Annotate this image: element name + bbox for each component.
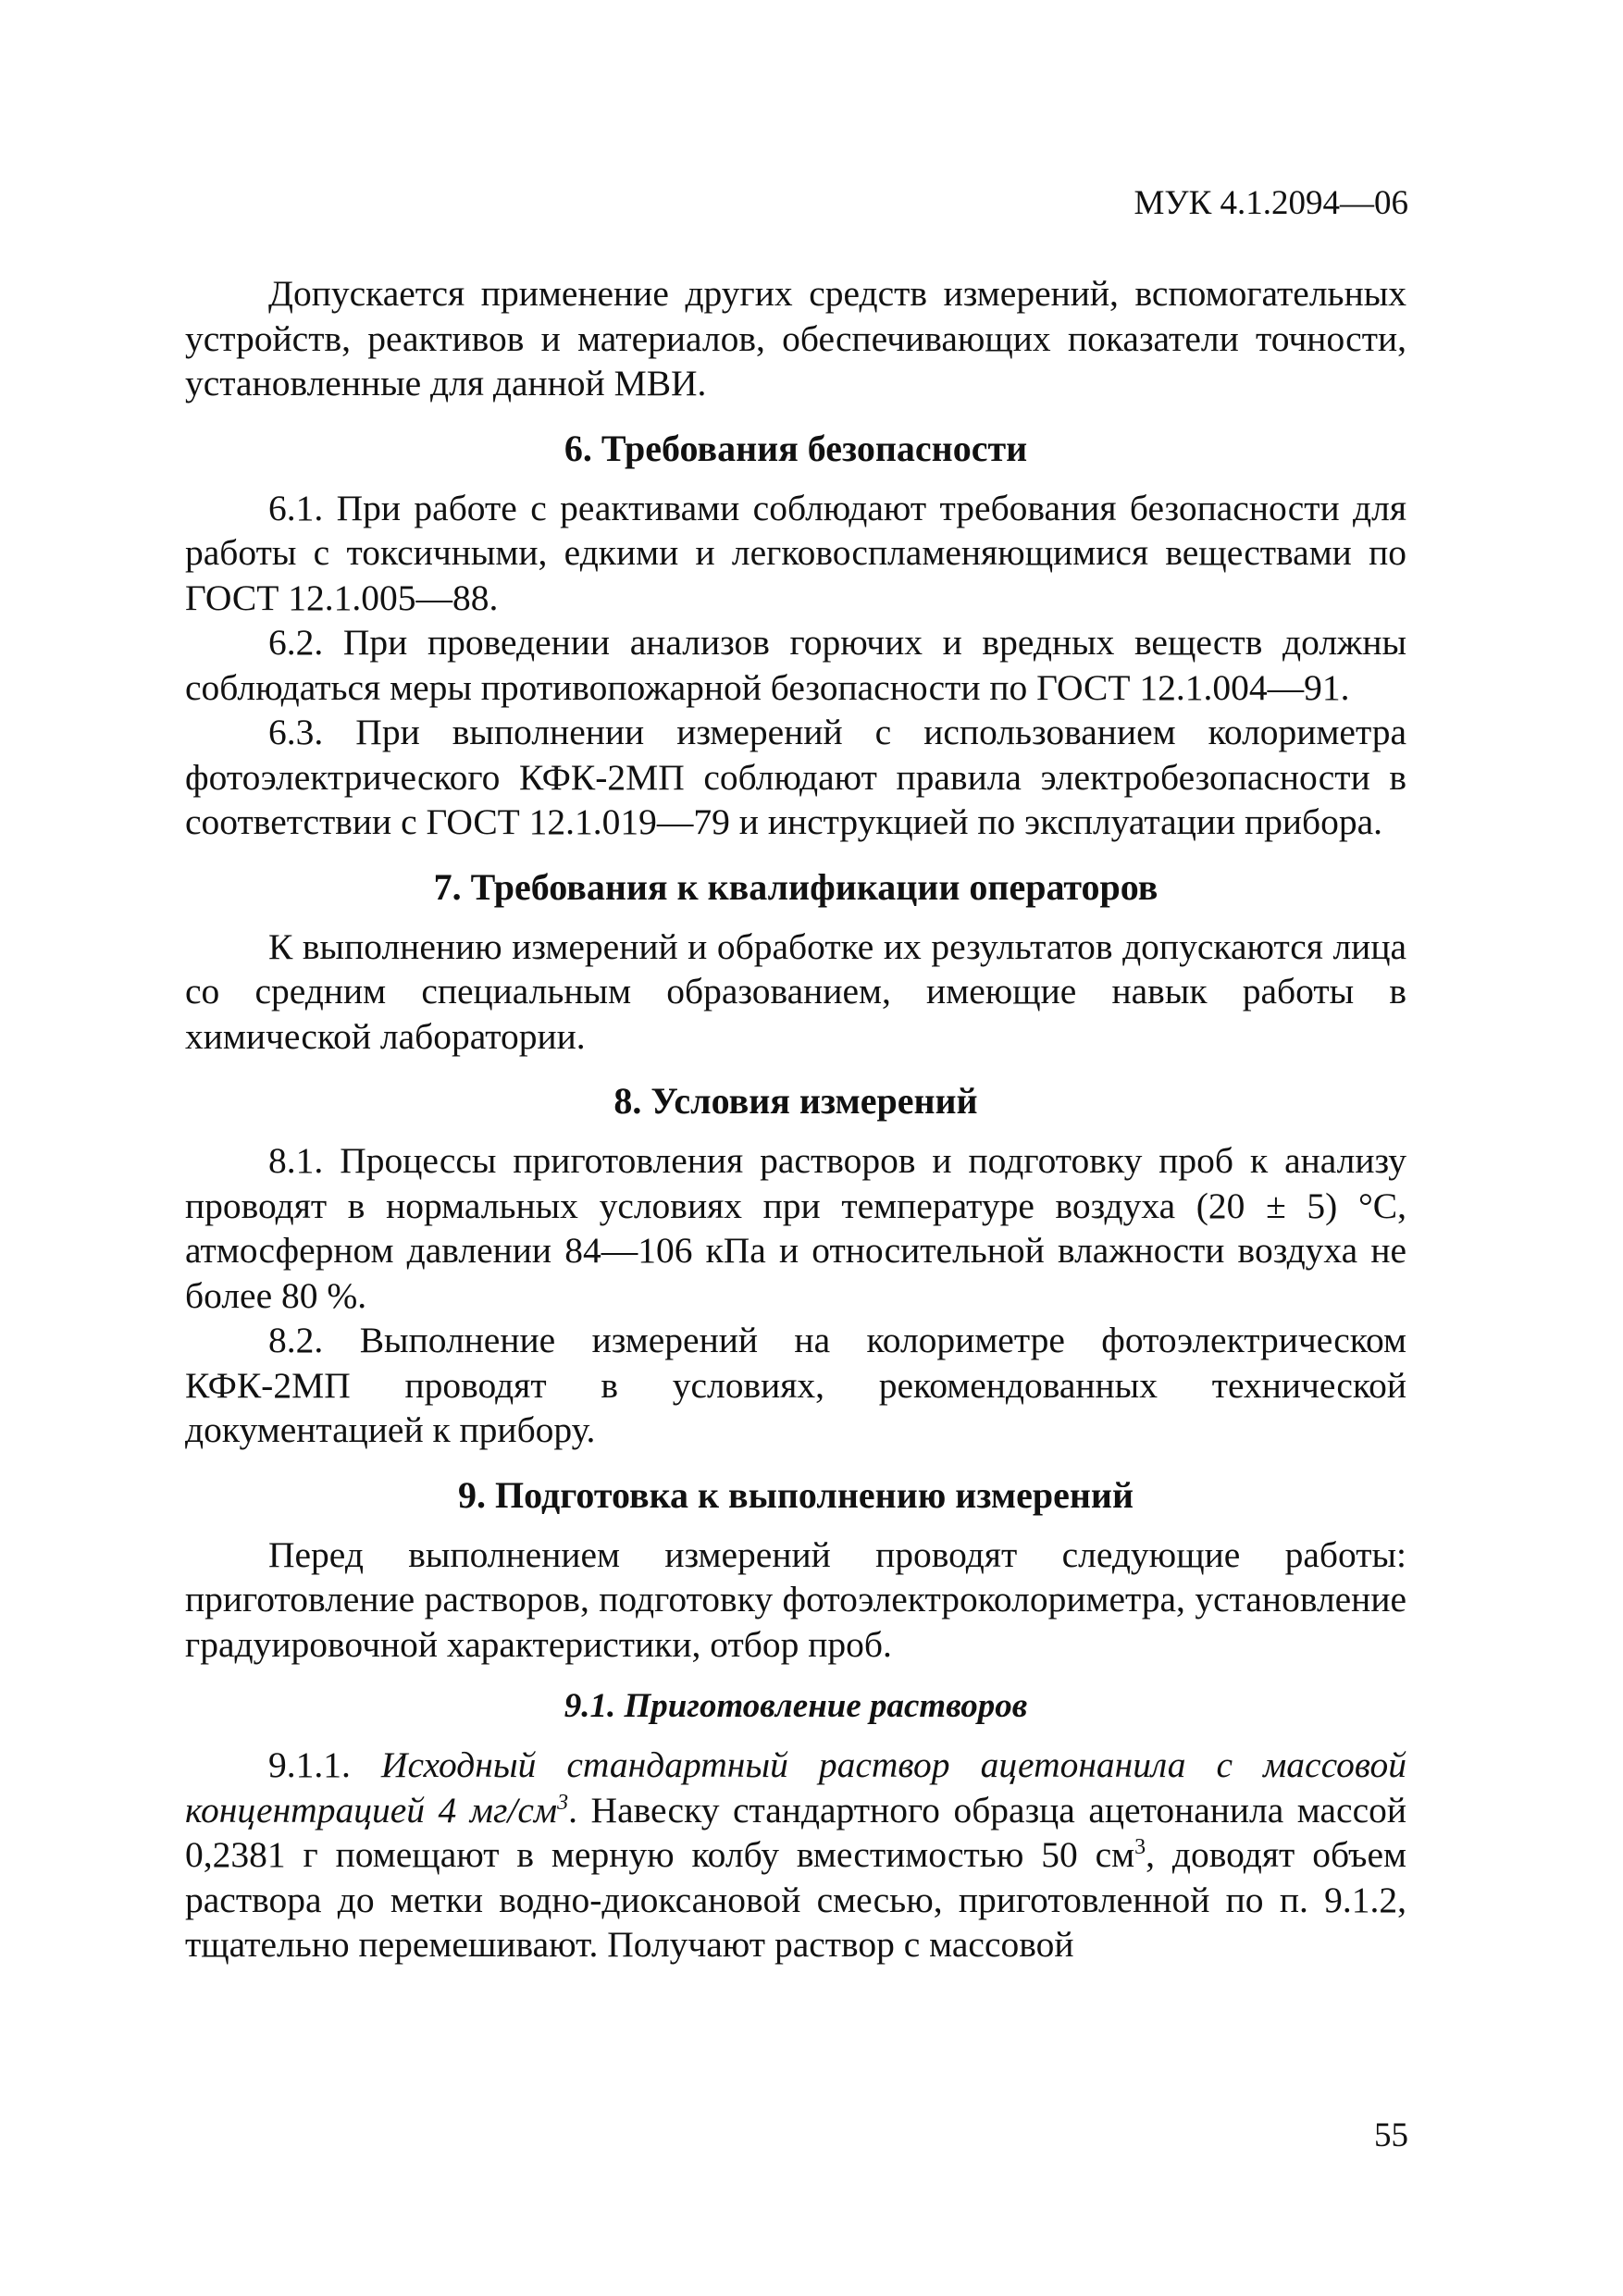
subsection-9-1-heading: 9.1. Приготовление растворов xyxy=(564,1687,1028,1725)
paragraph-8-2: 8.2. Выполнение измерений на колориметре фотоэлектрическом КФК-2МП проводят в условиях, рекомендованных технической документацией к прибору. xyxy=(185,1320,1406,1450)
item-italic-superscript: 3 xyxy=(557,1790,569,1815)
section-9-heading: 9. Подготовка к выполнению измерений xyxy=(458,1473,1134,1516)
page-content xyxy=(185,271,1406,1967)
paragraph-6-1: 6.1. При работе с реактивами соблюдают требования безопасности для работы с токсичными, едкими и легковоспламеняющимися веществами по ГОСТ 12.1.005—88. xyxy=(185,487,1406,618)
item-text-b: , доводят объем раствора до метки водно-диоксановой смесью, приготовленной по п. 9.1.2, тщательно перемешивают. Получают раствор с массовой xyxy=(185,1834,1407,1965)
paragraph-8-1: 8.1. Процессы приготовления растворов и подготовку проб к анализу проводят в нормальных условиях при температуре воздуха (20 ± 5) °С, атмосферном давлении 84—106 кПа и относительной влажности воздуха не более 80 %. xyxy=(185,1140,1406,1316)
document-code: МУК 4.1.2094—06 xyxy=(1134,184,1408,222)
section-7-heading: 7. Требования к квалификации операторов xyxy=(433,865,1158,908)
paragraph-6-3: 6.3. При выполнении измерений с использованием колориметра фотоэлектрического КФК-2МП соблюдают правила электробезопасности в соответствии с ГОСТ 12.1.019—79 и инструкцией по эксплуатации прибора. xyxy=(185,712,1406,842)
page-number: 55 xyxy=(1374,2116,1408,2154)
item-italic-lead: Исходный стандартный раствор ацетонанила с массовой концентрацией 4 мг/см xyxy=(185,1744,1406,1831)
paragraph-7-1: К выполнению измерений и обработке их результатов допускаются лица со средним специальным образованием, имеющие навык работы в химической лаборатории. xyxy=(185,925,1406,1057)
item-text-a: . Навеску стандартного образца ацетонанила массой 0,2381 г помещают в мерную колбу вместимостью 50 см xyxy=(185,1789,1406,1875)
intro-paragraph: Допускается применение других средств измерений, вспомогательных устройств, реактивов и материалов, обеспечивающих показатели точности, установленные для данной МВИ. xyxy=(185,273,1406,403)
paragraph-9-intro: Перед выполнением измерений проводят следующие работы: приготовление растворов, подготовку фотоэлектроколориметра, установление градуировочной характеристики, отбор проб. xyxy=(185,1533,1406,1665)
section-8-heading: 8. Условия измерений xyxy=(613,1080,978,1122)
item-number: 9.1.1. xyxy=(268,1744,381,1785)
paragraph-6-2: 6.2. При проведении анализов горючих и вредных веществ должны соблюдаться меры противопожарной безопасности по ГОСТ 12.1.004—91. xyxy=(185,622,1406,708)
item-text-superscript: 3 xyxy=(1134,1835,1146,1859)
section-6-heading: 6. Требования безопасности xyxy=(564,427,1028,469)
paragraph-9-1-1 xyxy=(185,1743,1406,1967)
